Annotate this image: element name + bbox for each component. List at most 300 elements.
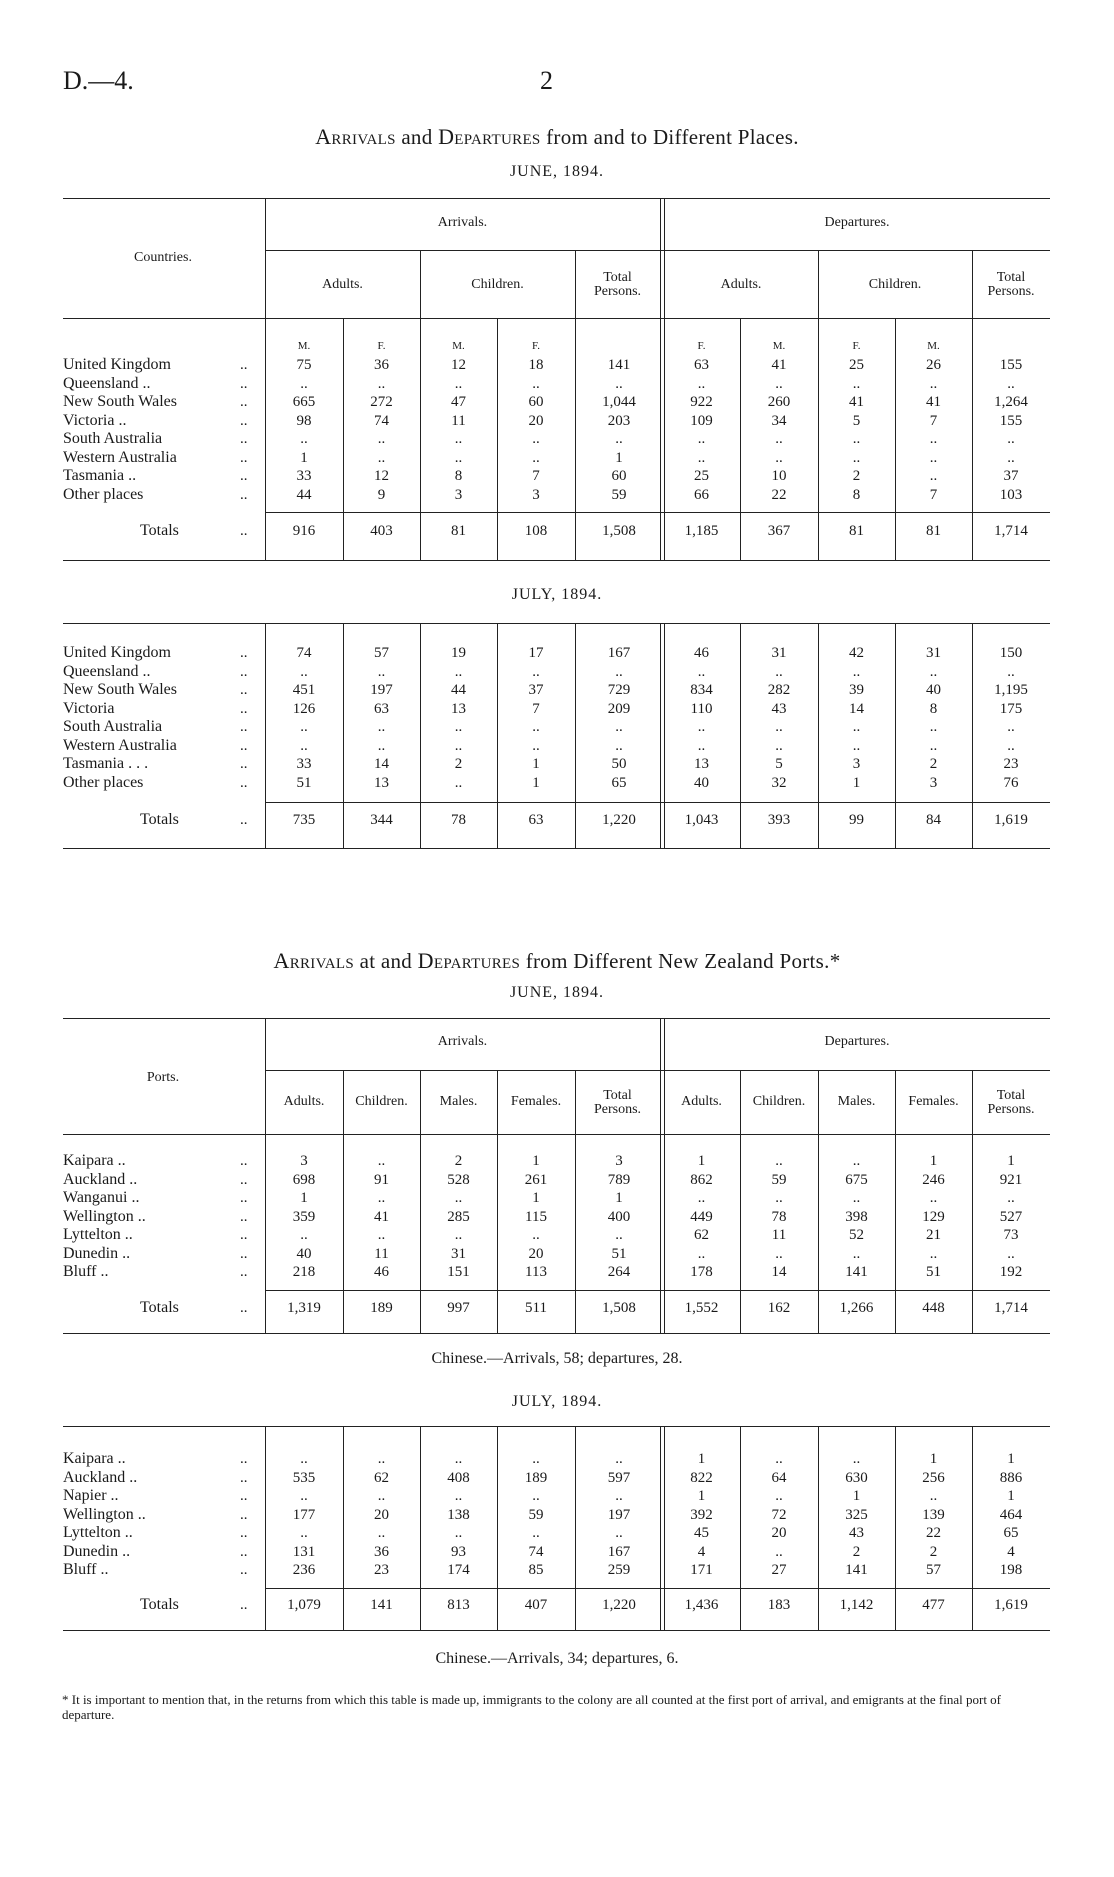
s2-july-cell: .. xyxy=(454,1488,463,1504)
s1-july-cell: 14 xyxy=(374,756,389,772)
s1-july-cell: 40 xyxy=(926,682,941,698)
s1-june-cell: .. xyxy=(300,431,308,447)
s2-july-row-dots: .. xyxy=(240,1488,248,1504)
s1-june-cell: 7 xyxy=(532,468,540,484)
s1-june-cell: 20 xyxy=(528,412,544,429)
s2-july-cell: .. xyxy=(775,1543,783,1560)
s2-june-cell: 698 xyxy=(292,1171,316,1188)
s2-july-cell: 4 xyxy=(1007,1543,1015,1560)
s1-july-cell: .. xyxy=(697,663,706,680)
s1-july-cell: .. xyxy=(929,737,938,754)
s2-june-cell: 73 xyxy=(1003,1227,1019,1243)
s2-june-cell: 141 xyxy=(845,1264,868,1280)
s2-july-cell: 886 xyxy=(999,1469,1023,1486)
s2-june-cell: 789 xyxy=(607,1171,631,1188)
s2-june-row-name: Kaipara .. xyxy=(63,1152,126,1169)
s2-july-cell: 1 xyxy=(1007,1451,1015,1467)
s2-total-header: Total xyxy=(996,1088,1026,1103)
s1-june-cell: .. xyxy=(1007,375,1015,392)
s1-june-cell: 60 xyxy=(611,468,627,484)
s1-july-cell: .. xyxy=(775,663,783,680)
s1-july-row-name: Queensland .. xyxy=(63,662,151,680)
s2-june-row-dots: .. xyxy=(240,1227,248,1243)
s2-july-cell: 43 xyxy=(849,1525,864,1541)
s1-july-row-dots: .. xyxy=(240,719,248,735)
s1-july-cell: .. xyxy=(1007,719,1015,735)
s2-july-cell: 198 xyxy=(999,1562,1023,1578)
s2-june-cell: 398 xyxy=(845,1208,868,1225)
s2-june-cell: 1 xyxy=(615,1190,623,1206)
s1-july-total-cell: 344 xyxy=(370,812,393,828)
s1-july-cell: 76 xyxy=(1003,774,1019,791)
s1-june-cell: .. xyxy=(697,431,706,447)
s2-july-cell: .. xyxy=(532,1488,540,1504)
s2-header-rule xyxy=(660,1018,661,1134)
s2-july-row-dots: .. xyxy=(240,1543,248,1560)
s2-july-cell: 20 xyxy=(771,1525,787,1541)
s1-june-cell: .. xyxy=(1007,431,1015,447)
s1-july-cell: .. xyxy=(775,737,783,754)
s2-june-totals-label: Totals xyxy=(140,1299,179,1316)
s2-july-cell: 2 xyxy=(852,1543,861,1560)
s2-june-total-rule xyxy=(265,1290,1050,1291)
s1-july-cell: 46 xyxy=(694,645,709,661)
s2-june-cell: 246 xyxy=(922,1171,945,1188)
s2-june-cell: .. xyxy=(300,1227,308,1243)
s1-july-row-name: United Kingdom xyxy=(63,644,171,661)
s1-june-row-name: New South Wales xyxy=(63,393,177,410)
s2-june-cell: 400 xyxy=(607,1208,631,1225)
s2-june-cell: .. xyxy=(697,1190,706,1206)
s2-june-totals-dots: .. xyxy=(240,1300,248,1316)
s1-june-cell: 34 xyxy=(771,412,787,429)
s2-july-cell: 72 xyxy=(771,1506,787,1523)
s1-group-header: Adults. xyxy=(720,277,762,292)
s2-july-cell: .. xyxy=(377,1488,386,1504)
s1-july-cell: 1 xyxy=(852,774,861,791)
s2-july-cell: 138 xyxy=(447,1506,470,1523)
s1-june-cell: 1,264 xyxy=(994,394,1028,410)
s2-header-top xyxy=(63,1018,1050,1019)
s2-june-cell: 218 xyxy=(292,1264,316,1280)
page-number: 2 xyxy=(540,66,553,95)
s2-july-cell: 167 xyxy=(607,1543,631,1560)
s2-june-cell: 129 xyxy=(922,1208,945,1225)
s1-header-mid xyxy=(265,250,1050,251)
s2-june-cell: 46 xyxy=(374,1264,389,1280)
s2-july-cell: 23 xyxy=(374,1562,389,1578)
s2-june-bottom xyxy=(63,1333,1050,1334)
s1-june-row-dots: .. xyxy=(240,357,248,373)
s1-june-cell: .. xyxy=(300,375,308,392)
s1-june-cell: 98 xyxy=(296,412,312,429)
s1-july-cell: .. xyxy=(300,663,308,680)
s2-july-cell: .. xyxy=(615,1488,623,1504)
s2-june-cell: .. xyxy=(454,1190,463,1206)
s1-july-total-cell: 1,619 xyxy=(994,812,1028,828)
s1-june-cell: 60 xyxy=(528,394,544,410)
s2-july-cell: 256 xyxy=(922,1469,945,1486)
s1-july-cell: 14 xyxy=(849,700,864,717)
s2-july-cell: .. xyxy=(615,1525,623,1541)
section2-july-period: JULY, 1894. xyxy=(511,1393,603,1410)
section1-july-period: JULY, 1894. xyxy=(511,586,603,603)
s2-june-row-name: Auckland .. xyxy=(63,1170,138,1188)
s2-june-row-name: Bluff .. xyxy=(63,1263,109,1280)
s1-june-cell: .. xyxy=(929,449,938,466)
s1-total-header: Total xyxy=(603,270,632,285)
s1-june-cell: .. xyxy=(454,431,463,447)
s1-june-cell: 3 xyxy=(532,486,540,503)
s2-july-cell: 630 xyxy=(845,1469,868,1486)
s2-june-cell: 113 xyxy=(525,1264,547,1280)
s1-july-total-cell: 735 xyxy=(292,812,316,828)
s1-july-row-dots: .. xyxy=(240,645,248,661)
s1-july-cell: 63 xyxy=(374,700,389,717)
s2-col-header: Females. xyxy=(510,1094,562,1109)
s1-july-cell: 51 xyxy=(296,774,312,791)
s1-june-cell: 9 xyxy=(377,486,386,503)
s2-july-total-cell: 407 xyxy=(524,1597,548,1613)
s2-july-cell: 20 xyxy=(374,1506,389,1523)
s1-june-cell: 7 xyxy=(929,412,938,429)
s1-june-mf: F. xyxy=(852,340,861,352)
s2-june-cell: .. xyxy=(1007,1245,1015,1262)
s1-june-cell: .. xyxy=(697,449,706,466)
s1-july-cell: .. xyxy=(852,719,861,735)
s2-june-cell: .. xyxy=(929,1190,938,1206)
s1-july-cell: 2 xyxy=(454,756,463,772)
s2-june-cell: 59 xyxy=(771,1171,787,1188)
s1-july-cell: .. xyxy=(697,737,706,754)
s1-total-header: Persons. xyxy=(987,284,1035,299)
s1-july-cell: 451 xyxy=(292,682,316,698)
s1-june-cell: 74 xyxy=(374,412,389,429)
s2-total-header: Total xyxy=(603,1088,632,1103)
s2-june-cell: 40 xyxy=(296,1245,312,1262)
s1-july-cell: 282 xyxy=(767,682,791,698)
s1-july-cell: .. xyxy=(852,737,861,754)
s2-july-cell: 171 xyxy=(690,1562,713,1578)
s1-july-total-cell: 1,220 xyxy=(602,812,636,828)
s1-june-cell: 36 xyxy=(374,357,389,373)
s1-july-cell: .. xyxy=(377,663,386,680)
s2-july-cell: 74 xyxy=(528,1543,544,1560)
s1-july-cell: .. xyxy=(775,719,783,735)
s2-july-total-cell: 1,436 xyxy=(684,1597,719,1613)
s2-july-cell: 4 xyxy=(697,1543,706,1560)
s2-june-row-name: Wanganui .. xyxy=(63,1189,140,1206)
s2-june-cell: .. xyxy=(775,1190,783,1206)
s1-june-total-cell: 81 xyxy=(926,523,941,539)
s2-june-total-cell: 1,714 xyxy=(994,1300,1028,1316)
s2-june-cell: 14 xyxy=(771,1264,787,1280)
s1-june-cell: 272 xyxy=(370,394,393,410)
s2-june-cell: 285 xyxy=(447,1208,470,1225)
s1-july-cell: 1 xyxy=(532,774,540,791)
s2-june-row-dots: .. xyxy=(240,1264,248,1280)
s1-june-cell: 41 xyxy=(771,357,787,373)
s1-june-cell: 63 xyxy=(694,357,709,373)
s2-june-cell: 192 xyxy=(999,1264,1023,1280)
s2-june-cell: .. xyxy=(775,1153,783,1169)
s1-july-bottom xyxy=(63,848,1050,849)
s2-june-cell: 3 xyxy=(300,1153,308,1169)
s2-col-header: Children. xyxy=(355,1094,408,1109)
s1-july-cell: 13 xyxy=(694,756,709,772)
s2-july-cell: .. xyxy=(454,1451,463,1467)
s1-july-total-cell: 84 xyxy=(926,812,941,828)
s2-july-cell: 259 xyxy=(607,1562,631,1578)
s2-july-cell: .. xyxy=(775,1451,783,1467)
s2-july-note: Chinese.—Arrivals, 34; departures, 6. xyxy=(435,1650,679,1667)
s1-july-cell: 17 xyxy=(528,645,544,661)
s2-july-cell: .. xyxy=(300,1525,308,1541)
s1-july-cell: .. xyxy=(852,663,861,680)
s2-july-cell: 62 xyxy=(374,1469,389,1486)
s2-june-total-cell: 997 xyxy=(447,1300,470,1316)
s1-july-row-dots: .. xyxy=(240,774,248,791)
s1-june-cell: 37 xyxy=(1003,468,1019,484)
s2-june-cell: 675 xyxy=(845,1171,868,1188)
s1-july-cell: .. xyxy=(615,663,623,680)
s2-header-mid xyxy=(265,1070,1050,1071)
s2-july-cell: .. xyxy=(377,1525,386,1541)
s1-june-cell: .. xyxy=(454,449,463,466)
s2-june-cell: 178 xyxy=(690,1264,713,1280)
s1-july-cell: 8 xyxy=(929,700,938,717)
s2-june-row-name: Dunedin .. xyxy=(63,1244,131,1262)
s1-june-cell: .. xyxy=(377,375,386,392)
s1-july-cell: 729 xyxy=(607,682,631,698)
s2-july-cell: 822 xyxy=(690,1469,713,1486)
s1-june-mf: F. xyxy=(697,340,706,352)
s2-col-header: Males. xyxy=(837,1094,876,1109)
s2-july-cell: .. xyxy=(929,1488,938,1504)
section2-june-period: JUNE, 1894. xyxy=(509,984,605,1001)
s2-july-total-cell: 1,220 xyxy=(602,1597,636,1613)
s1-june-cell: 41 xyxy=(849,394,864,410)
s2-june-row-dots: .. xyxy=(240,1153,248,1169)
s1-june-cell: 11 xyxy=(451,412,466,429)
s2-july-row-name: Napier .. xyxy=(63,1487,119,1504)
s1-june-cell: 155 xyxy=(999,412,1023,429)
s1-june-total-cell: 403 xyxy=(370,523,393,539)
s2-june-cell: 21 xyxy=(926,1227,941,1243)
s1-july-totals-label: Totals xyxy=(140,811,179,828)
s2-july-cell: 45 xyxy=(694,1525,709,1541)
s1-july-cell: .. xyxy=(532,737,540,754)
s1-june-total-cell: 367 xyxy=(767,523,791,539)
s1-july-cell: 5 xyxy=(775,756,783,772)
s2-june-cell: .. xyxy=(377,1227,386,1243)
s2-june-total-cell: 1,552 xyxy=(684,1300,719,1316)
s1-june-cell: 59 xyxy=(611,486,627,503)
s2-total-header: Persons. xyxy=(987,1102,1035,1117)
s2-june-cell: 11 xyxy=(374,1245,389,1262)
s2-june-cell: 151 xyxy=(447,1264,470,1280)
s1-june-cell: .. xyxy=(697,375,706,392)
s1-july-total-rule xyxy=(265,802,1050,803)
s1-june-total-cell: 916 xyxy=(292,523,316,539)
s2-july-cell: .. xyxy=(454,1525,463,1541)
s2-july-row-name: Kaipara .. xyxy=(63,1450,126,1467)
s1-june-cell: 5 xyxy=(852,412,861,429)
s2-june-total-cell: 162 xyxy=(767,1300,791,1316)
s2-arrivals-header: Arrivals. xyxy=(437,1034,488,1049)
s2-july-cell: 1 xyxy=(929,1451,938,1467)
s1-june-cell: .. xyxy=(377,431,386,447)
s1-july-cell: 37 xyxy=(528,682,544,698)
s1-july-cell: 33 xyxy=(296,756,312,772)
s1-june-cell: 33 xyxy=(296,468,312,484)
s2-july-totals-label: Totals xyxy=(140,1596,179,1613)
s2-june-total-cell: 511 xyxy=(525,1300,547,1316)
s1-july-cell: 65 xyxy=(611,774,627,791)
s1-june-cell: .. xyxy=(929,431,938,447)
s2-july-bottom xyxy=(63,1630,1050,1631)
page-reference: D.—4. xyxy=(63,66,134,95)
s1-june-row-name: Victoria .. xyxy=(63,411,127,429)
s1-departures-header: Departures. xyxy=(824,215,890,230)
s2-july-total-cell: 1,619 xyxy=(994,1597,1028,1613)
s2-june-cell: 3 xyxy=(615,1153,623,1169)
s2-july-row-dots: .. xyxy=(240,1562,248,1578)
s2-june-cell: .. xyxy=(532,1227,540,1243)
s1-june-cell: 18 xyxy=(528,357,544,373)
s1-july-totals-dots: .. xyxy=(240,812,248,828)
s1-june-cell: 103 xyxy=(999,486,1023,503)
s1-july-cell: 19 xyxy=(451,645,466,661)
s1-june-total-cell: 1,714 xyxy=(994,523,1028,539)
s1-june-totals-dots: .. xyxy=(240,523,248,539)
s2-july-cell: 139 xyxy=(922,1506,945,1523)
s1-total-header: Persons. xyxy=(593,284,642,299)
s1-july-row-name: Western Australia xyxy=(63,736,177,754)
s1-july-cell: 31 xyxy=(926,645,941,661)
s1-june-row-dots: .. xyxy=(240,468,248,484)
s2-june-cell: 1 xyxy=(532,1190,540,1206)
s2-june-cell: 921 xyxy=(999,1171,1023,1188)
s2-july-total-cell: 183 xyxy=(767,1597,791,1613)
s2-july-row-name: Bluff .. xyxy=(63,1561,109,1578)
s2-june-cell: 31 xyxy=(451,1245,466,1262)
s2-june-row-dots: .. xyxy=(240,1190,248,1206)
s1-june-cell: .. xyxy=(532,375,540,392)
s1-july-cell: 834 xyxy=(690,682,713,698)
s1-june-cell: 3 xyxy=(454,486,463,503)
s2-july-cell: 236 xyxy=(292,1562,316,1578)
s1-july-cell: .. xyxy=(929,719,938,735)
s2-june-total-cell: 448 xyxy=(922,1300,945,1316)
s1-july-cell: .. xyxy=(1007,737,1015,754)
s2-june-cell: 78 xyxy=(771,1208,787,1225)
s2-july-total-rule xyxy=(265,1588,1050,1589)
s2-june-cell: 1 xyxy=(929,1153,938,1169)
s1-june-total-cell: 108 xyxy=(524,523,548,539)
s2-june-cell: 115 xyxy=(525,1208,547,1225)
s2-june-cell: 41 xyxy=(374,1208,389,1225)
s1-june-cell: .. xyxy=(929,375,938,392)
s2-july-cell: 57 xyxy=(926,1562,941,1578)
s1-july-row-name: South Australia xyxy=(63,718,163,735)
s1-july-cell: 3 xyxy=(852,756,861,772)
s1-july-row-name: Tasmania . . . xyxy=(63,755,149,772)
s2-july-cell: 1 xyxy=(697,1451,706,1467)
footnote: * It is important to mention that, in the returns from which this table is made up, immigrants to the colony are all counted at the first port of arrival, and emigrants at the final port of departure. xyxy=(62,1692,1002,1722)
s1-july-cell: 7 xyxy=(532,700,540,717)
s1-june-cell: 1 xyxy=(300,449,308,466)
s2-july-cell: 392 xyxy=(690,1506,713,1523)
s1-june-row-name: United Kingdom xyxy=(63,356,171,373)
s1-july-cell: 31 xyxy=(771,645,787,661)
s2-july-cell: .. xyxy=(300,1488,308,1504)
s1-july-cell: 23 xyxy=(1003,756,1019,772)
s2-col-header: Children. xyxy=(752,1094,806,1109)
s2-july-top xyxy=(63,1426,1050,1427)
s2-july-cell: 189 xyxy=(524,1469,548,1486)
s1-july-row-dots: .. xyxy=(240,663,248,680)
s2-july-cell: .. xyxy=(300,1451,308,1467)
s2-july-cell: 141 xyxy=(845,1562,868,1578)
s1-july-cell: 209 xyxy=(607,700,631,717)
s1-june-cell: .. xyxy=(454,375,463,392)
s1-july-cell: 2 xyxy=(929,756,938,772)
s2-june-cell: 1 xyxy=(697,1153,706,1169)
s2-col-header: Adults. xyxy=(283,1094,325,1109)
s1-june-row-name: Western Australia xyxy=(63,448,177,466)
s1-july-cell: .. xyxy=(929,663,938,680)
s1-july-cell: .. xyxy=(300,719,308,735)
s2-june-cell: 52 xyxy=(849,1227,864,1243)
s1-june-cell: 47 xyxy=(451,394,466,410)
s1-july-cell: .. xyxy=(615,719,623,735)
s1-july-cell: .. xyxy=(300,737,308,754)
s2-june-cell: .. xyxy=(615,1227,623,1243)
s1-june-total-cell: 81 xyxy=(451,523,466,539)
s1-july-total-cell: 1,043 xyxy=(684,812,719,828)
s1-total-header: Total xyxy=(996,270,1026,285)
s1-june-cell: 1 xyxy=(615,449,623,466)
s2-july-cell: 64 xyxy=(771,1469,787,1486)
s1-header-rule xyxy=(660,198,661,318)
s2-june-cell: .. xyxy=(852,1245,861,1262)
s1-july-cell: .. xyxy=(454,737,463,754)
s1-group-header: Children. xyxy=(868,277,922,292)
s1-june-mf: M. xyxy=(452,340,465,352)
section1-title: Arrivals and Departures from and to Different Places. xyxy=(315,124,799,149)
s2-june-cell: 359 xyxy=(292,1208,316,1225)
s1-july-cell: .. xyxy=(454,663,463,680)
s2-july-cell: 131 xyxy=(292,1543,316,1560)
s1-june-cell: .. xyxy=(615,375,623,392)
s1-june-cell: 1,044 xyxy=(602,394,636,410)
s2-june-cell: 264 xyxy=(607,1264,631,1280)
s2-june-cell: 449 xyxy=(690,1208,713,1225)
s1-june-mf: M. xyxy=(772,340,786,352)
s2-july-row-name: Wellington .. xyxy=(63,1505,146,1523)
s1-header-top xyxy=(63,198,1050,199)
s2-june-cell: 62 xyxy=(694,1227,709,1243)
s1-june-mf: F. xyxy=(377,340,386,352)
s1-july-row-dots: .. xyxy=(240,700,248,717)
s2-col-header: Adults. xyxy=(681,1094,722,1109)
s1-june-cell: 109 xyxy=(690,412,713,429)
s1-july-cell: .. xyxy=(377,719,386,735)
s1-june-cell: 25 xyxy=(694,468,709,484)
s1-june-row-dots: .. xyxy=(240,449,248,466)
s2-june-row-dots: .. xyxy=(240,1208,248,1225)
